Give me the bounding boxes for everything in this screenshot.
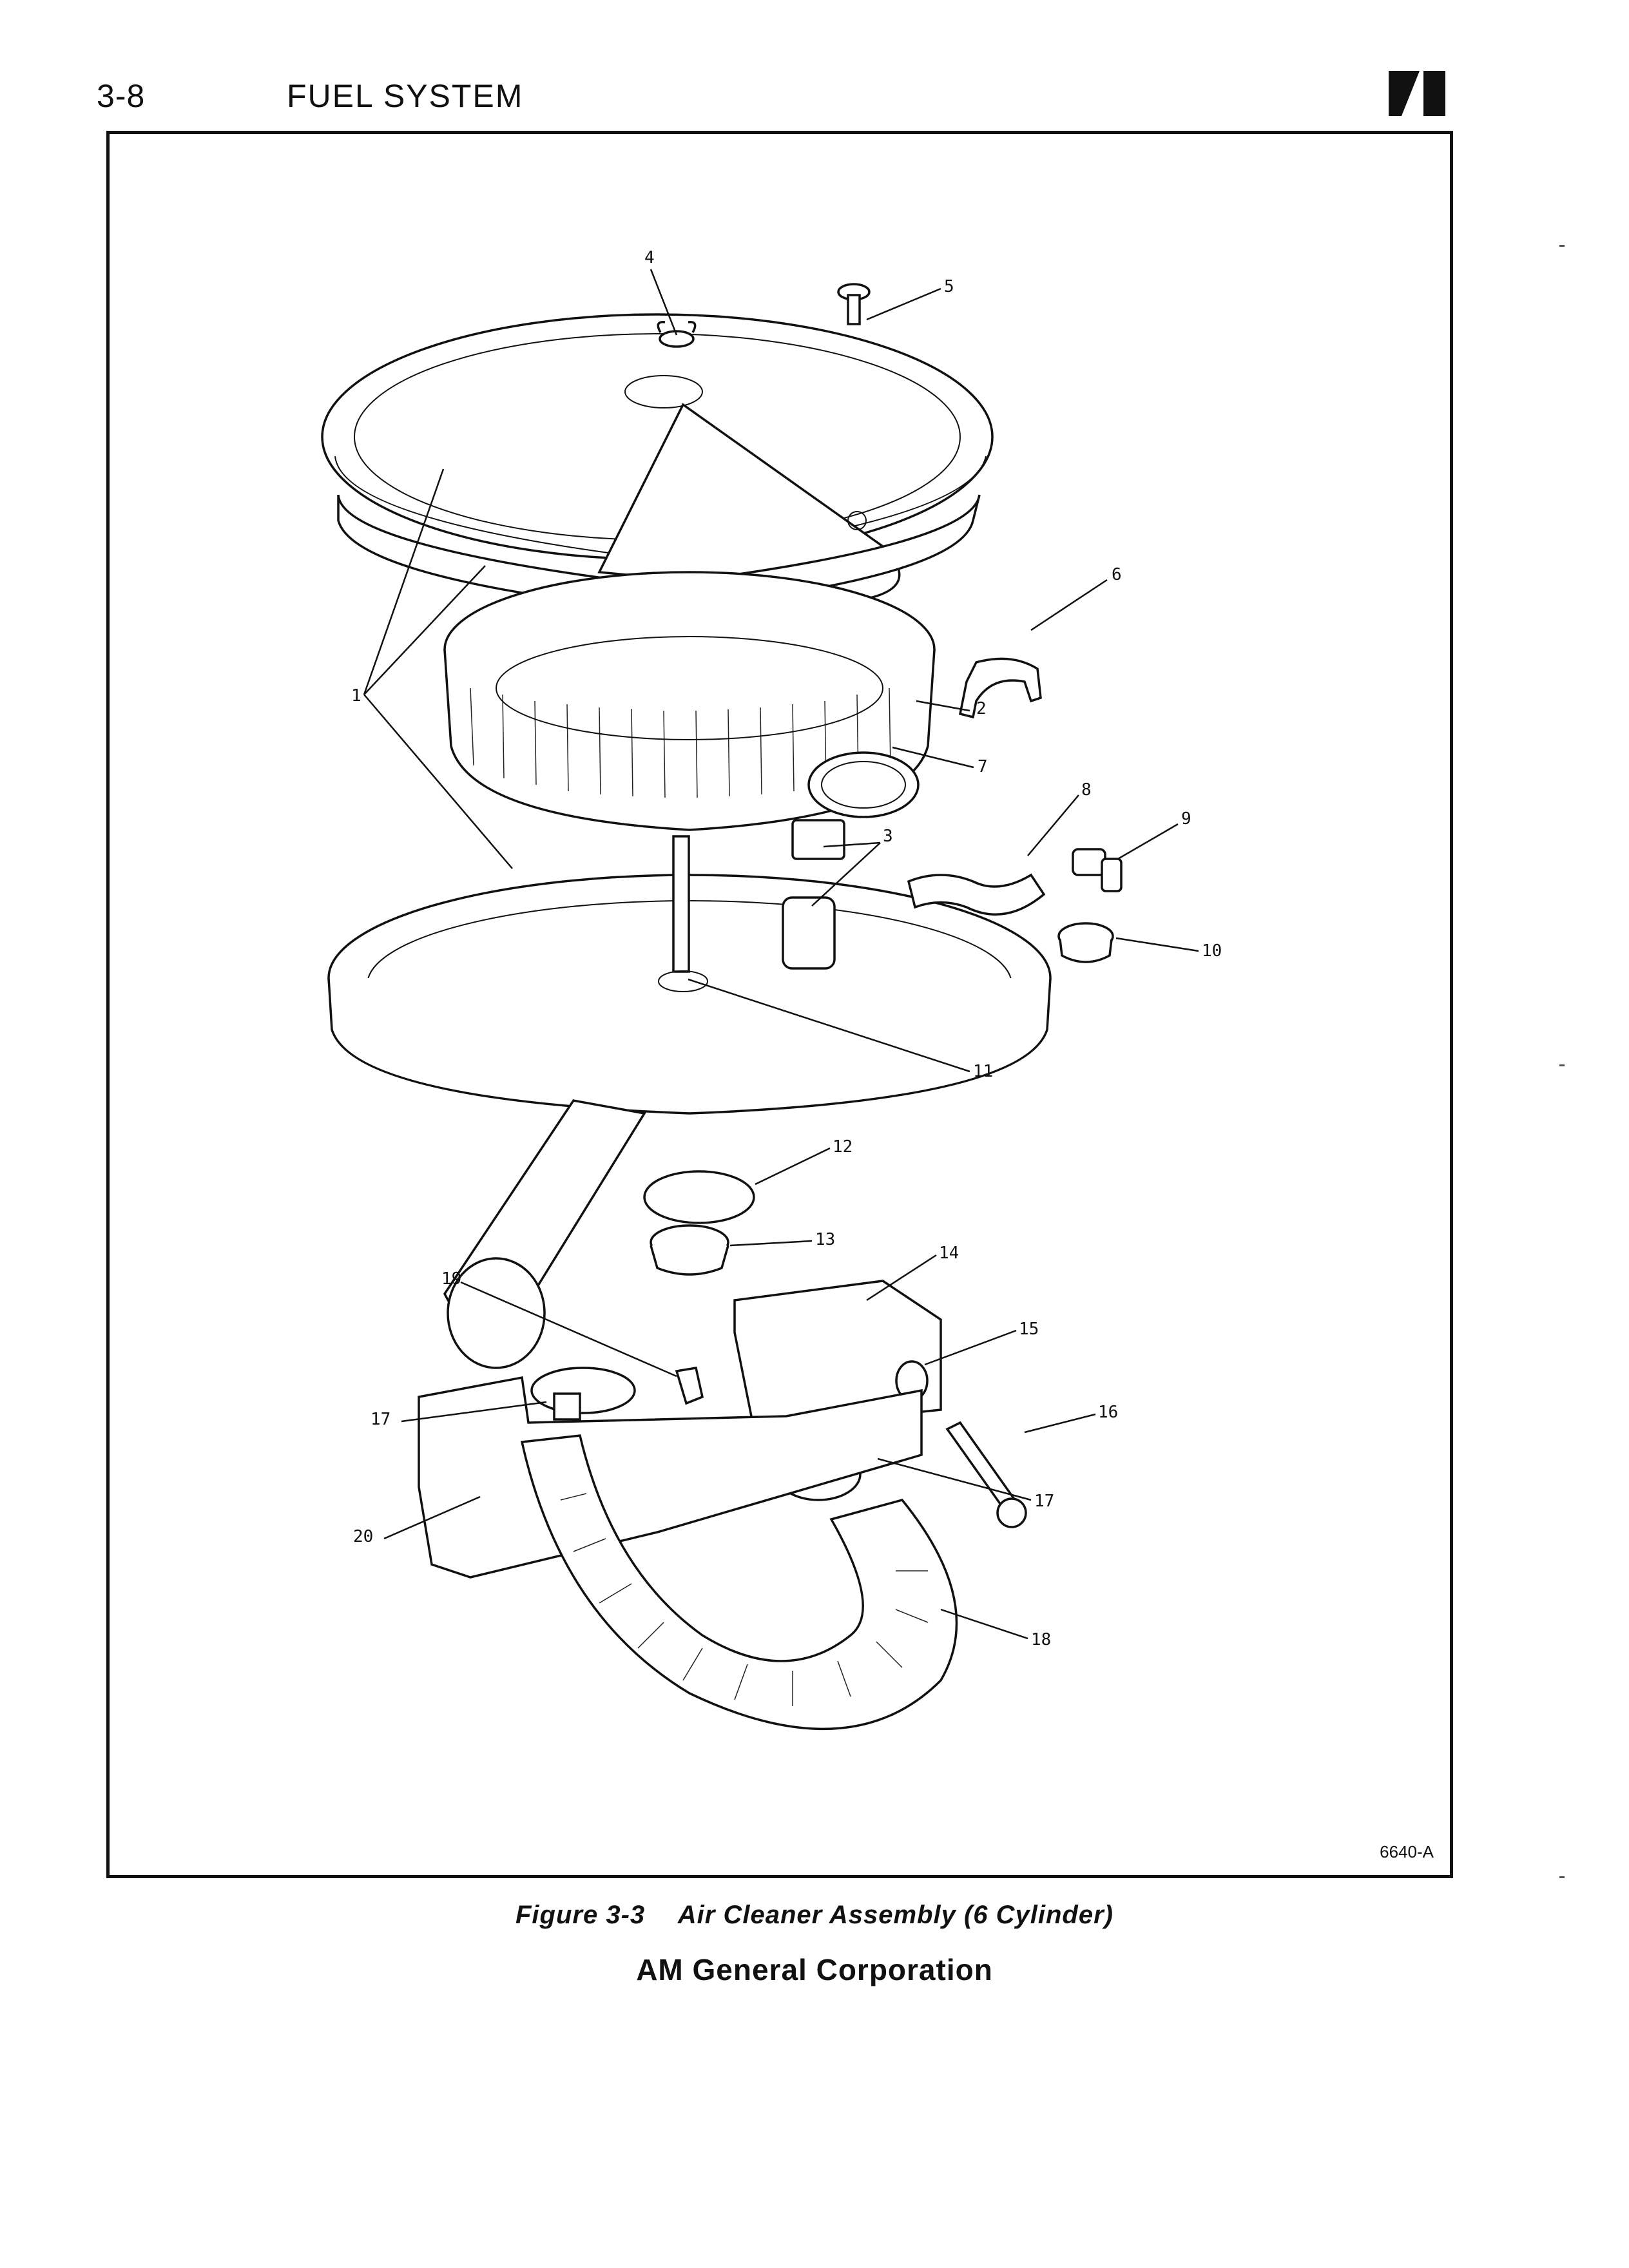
callout-15: 15 [1019, 1320, 1039, 1339]
callout-17: 17 [1034, 1492, 1055, 1511]
callout-9: 9 [1181, 809, 1191, 829]
callout-13: 13 [815, 1230, 836, 1249]
publisher-logo-icon [1389, 71, 1447, 116]
callout-11: 11 [973, 1062, 994, 1081]
callout-14: 14 [939, 1244, 959, 1263]
callout-20: 20 [353, 1527, 374, 1546]
callout-10: 10 [1202, 941, 1222, 961]
exploded-view-drawing [110, 134, 1450, 1875]
callout-3: 3 [883, 827, 893, 846]
section-title: FUEL SYSTEM [287, 78, 524, 114]
figure-label: Figure 3-3 [516, 1901, 646, 1929]
callout-4: 4 [644, 248, 655, 267]
check-valve [1059, 923, 1113, 962]
publisher-name: AM General Corporation [636, 1953, 993, 1986]
callout-1: 1 [351, 686, 361, 706]
gasket [809, 753, 918, 817]
callout-18: 18 [1031, 1630, 1052, 1649]
callout-5: 5 [944, 277, 954, 296]
foam-pad [783, 898, 834, 968]
callout-8: 8 [1081, 780, 1092, 800]
callout-7: 7 [978, 757, 988, 776]
clip-nut [677, 1368, 702, 1403]
figure-caption-text: Air Cleaner Assembly (6 Cylinder) [677, 1901, 1113, 1929]
bolt [947, 1423, 1026, 1527]
air-cleaner-cover [322, 314, 992, 611]
callout-16: 16 [1098, 1403, 1119, 1422]
scan-speck [1559, 1064, 1565, 1066]
drawing-id: 6640-A [1380, 1842, 1434, 1861]
elbow-fitting [1073, 849, 1121, 891]
callout-6: 6 [1112, 565, 1122, 584]
page-number: 3-8 [97, 78, 146, 114]
callout-17: 17 [371, 1410, 391, 1429]
valve-housing [651, 1225, 728, 1274]
callout-12: 12 [833, 1137, 853, 1157]
callout-19: 19 [441, 1269, 462, 1289]
scan-speck [1559, 1876, 1565, 1878]
air-cleaner-body [329, 836, 1050, 1368]
valve-disc [644, 1171, 754, 1223]
figure-caption [0, 1901, 1629, 1930]
figure-frame [106, 131, 1453, 1878]
foam-pad [793, 820, 844, 859]
screw [838, 284, 869, 324]
retaining-clip [960, 658, 1041, 717]
hose-clamp [532, 1368, 635, 1419]
scan-speck [1559, 245, 1565, 247]
callout-2: 2 [976, 699, 987, 718]
